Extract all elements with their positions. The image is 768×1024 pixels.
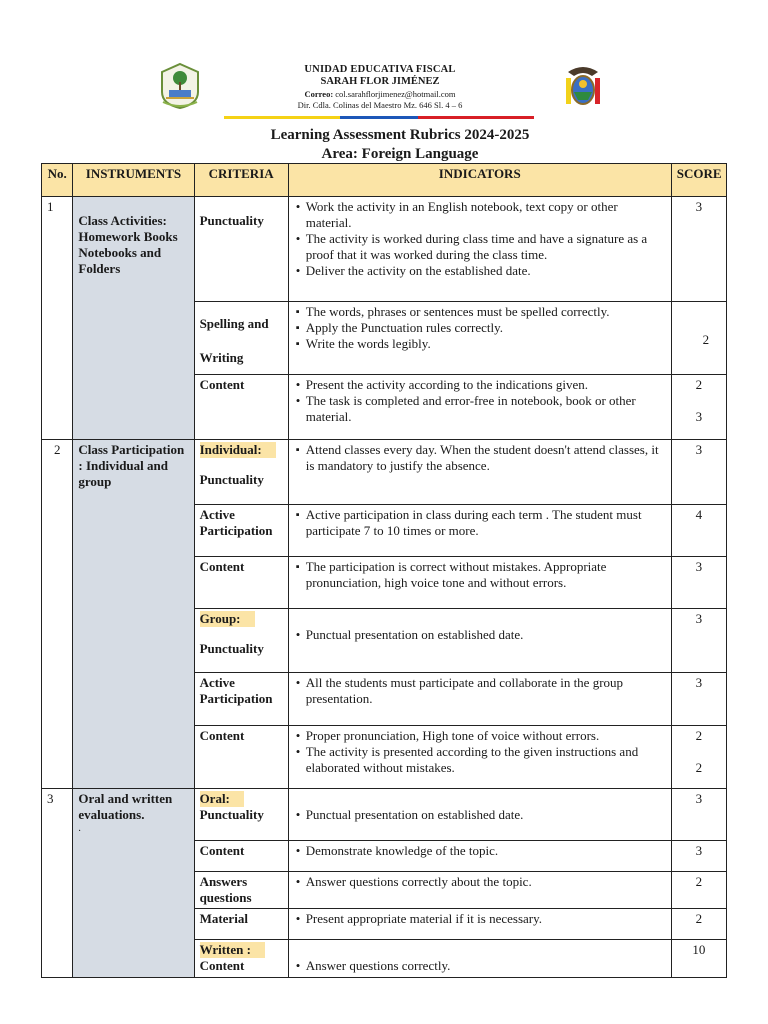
indicators-cell — [288, 440, 671, 505]
criteria-cell — [194, 302, 288, 375]
score-cell — [671, 375, 726, 440]
indicators-cell — [288, 841, 671, 872]
instrument-cell: Class Participation : Individual and group — [73, 440, 194, 789]
list-item: ▪ Attend classes every day. When the student doesn't attend classes, it is mandatory to justify the absence. — [294, 442, 666, 474]
header-score: SCORE — [671, 164, 726, 197]
list-item: • All the students must participate and collaborate in the group presentation. — [294, 675, 666, 707]
list-item: • Answer questions correctly about the topic. — [294, 874, 666, 890]
school-email — [260, 89, 500, 99]
score-cell: 3 — [671, 789, 726, 841]
instrument-text: Oral and written evaluations. — [78, 791, 173, 822]
instrument-text: Class Activities: Homework Books Notebooks and Folders — [78, 213, 178, 276]
score-cell — [671, 302, 726, 375]
list-item: • The activity is worked during class time and have a signature as a proof that it was worked during the class time. — [294, 231, 666, 263]
score-cell: 2 — [671, 909, 726, 940]
indicators-cell — [288, 726, 671, 789]
flag-stripe-red — [418, 116, 534, 119]
criteria-individual-label: Individual: — [200, 442, 276, 458]
score-value: 2 — [695, 377, 703, 392]
list-item: ▪ Apply the Punctuation rules correctly. — [294, 320, 666, 336]
row-number: 1 — [42, 197, 73, 440]
criteria-content: Content — [199, 958, 245, 973]
indicators-cell — [288, 940, 671, 978]
indicators-cell — [288, 197, 671, 302]
criteria-cell: Content — [194, 557, 288, 609]
criteria-cell — [194, 789, 288, 841]
school-name-line1: UNIDAD EDUCATIVA FISCAL — [304, 64, 456, 75]
table-row — [42, 440, 727, 505]
indicators-cell — [288, 909, 671, 940]
criteria-group-label: Group: — [200, 611, 255, 627]
list-item: • Work the activity in an English notebook, text copy or other material. — [294, 199, 666, 231]
criteria-written-label: Written : — [200, 942, 265, 958]
score-value: 3 — [695, 409, 703, 424]
score-cell: 4 — [671, 505, 726, 557]
score-cell: 3 — [671, 841, 726, 872]
school-name-line2: SARAH FLOR JIMÉNEZ — [320, 76, 440, 87]
indicators-cell — [288, 872, 671, 909]
criteria-spelling: Spelling and — [199, 316, 269, 331]
criteria-cell: Active Participation — [194, 673, 288, 726]
instrument-cell — [73, 197, 194, 440]
criteria-cell — [194, 440, 288, 505]
score-value: 2 — [702, 332, 710, 347]
indicators-cell — [288, 789, 671, 841]
list-item: • Punctual presentation on established date. — [294, 627, 666, 643]
score-cell: 3 — [671, 440, 726, 505]
header-instruments: INSTRUMENTS — [73, 164, 194, 197]
score-value: 2 — [695, 728, 703, 743]
indicators-cell — [288, 557, 671, 609]
criteria-punctuality: Punctuality — [199, 641, 264, 656]
criteria-cell: Content — [194, 726, 288, 789]
document-area: Area: Foreign Language — [321, 146, 479, 162]
score-cell: 3 — [671, 673, 726, 726]
score-cell — [671, 726, 726, 789]
score-cell: 10 — [671, 940, 726, 978]
criteria-cell: Answers questions — [194, 872, 288, 909]
list-item: ▪ The participation is correct without mistakes. Appropriate pronunciation, high voice tone and without errors. — [294, 559, 666, 591]
list-item: • Deliver the activity on the established date. — [294, 263, 666, 279]
instrument-cell — [73, 789, 194, 978]
criteria-punctuality: Punctuality — [199, 213, 264, 228]
document-header — [0, 0, 768, 162]
score-cell: 3 — [671, 609, 726, 673]
list-item: • Punctual presentation on established date. — [294, 807, 666, 823]
school-address: Dir. Cdla. Colinas del Maestro Mz. 646 Sl. 4 – 6 — [297, 100, 463, 110]
email-label: Correo: — [304, 89, 334, 99]
indicators-cell — [288, 505, 671, 557]
criteria-cell: Content — [194, 375, 288, 440]
indicators-cell — [288, 302, 671, 375]
list-item: • Present appropriate material if it is necessary. — [294, 911, 666, 927]
criteria-punctuality: Punctuality — [199, 807, 264, 822]
list-item: • The task is completed and error-free in notebook, book or other material. — [294, 393, 666, 425]
header-no: No. — [42, 164, 73, 197]
indicators-cell — [288, 609, 671, 673]
list-item: ▪ Active participation in class during each term . The student must participate 7 to 10 times or more. — [294, 507, 666, 539]
list-item: ▪ Write the words legibly. — [294, 336, 666, 352]
criteria-writing: Writing — [199, 350, 244, 365]
indicators-cell — [288, 673, 671, 726]
rubric-table — [41, 163, 727, 978]
list-item: • Demonstrate knowledge of the topic. — [294, 843, 666, 859]
instrument-note: . — [78, 823, 81, 834]
list-item: • Answer questions correctly. — [294, 958, 666, 974]
list-item: • Proper pronunciation, High tone of voice without errors. — [294, 728, 666, 744]
score-cell: 2 — [671, 872, 726, 909]
criteria-oral-label: Oral: — [200, 791, 244, 807]
criteria-cell: Material — [194, 909, 288, 940]
email-value: col.sarahflorjimenez@hotmail.com — [335, 89, 456, 99]
criteria-cell: Content — [194, 841, 288, 872]
indicators-cell — [288, 375, 671, 440]
criteria-cell — [194, 609, 288, 673]
school-emblem-icon — [158, 62, 202, 110]
table-row — [42, 197, 727, 302]
criteria-punctuality: Punctuality — [199, 472, 264, 487]
score-cell: 3 — [671, 197, 726, 302]
table-header-row — [42, 164, 727, 197]
row-number: 3 — [42, 789, 73, 978]
national-coat-of-arms-icon — [562, 64, 604, 110]
criteria-cell: Active Participation — [194, 505, 288, 557]
row-number: 2 — [42, 440, 73, 789]
list-item: ▪ The words, phrases or sentences must be spelled correctly. — [294, 304, 666, 320]
header-indicators: INDICATORS — [288, 164, 671, 197]
document-title: Learning Assessment Rubrics 2024-2025 — [270, 127, 530, 143]
list-item: • Present the activity according to the indications given. — [294, 377, 666, 393]
score-cell: 3 — [671, 557, 726, 609]
flag-stripe-yellow — [224, 116, 340, 119]
score-value: 2 — [695, 760, 703, 775]
list-item: • The activity is presented according to the given instructions and elaborated without mistakes. — [294, 744, 666, 776]
criteria-cell — [194, 197, 288, 302]
table-row — [42, 789, 727, 841]
header-criteria: CRITERIA — [194, 164, 288, 197]
criteria-cell — [194, 940, 288, 978]
flag-stripe-blue — [340, 116, 418, 119]
